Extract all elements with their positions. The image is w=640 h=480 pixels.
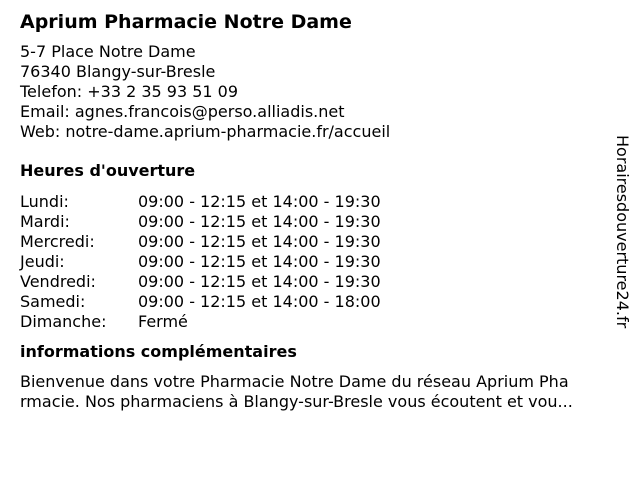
- hours-value: 09:00 - 12:15 et 14:00 - 19:30: [138, 232, 381, 251]
- address-city: 76340 Blangy-sur-Bresle: [20, 62, 216, 81]
- phone-line: Telefon: +33 2 35 93 51 09: [20, 82, 239, 101]
- hours-value: 09:00 - 12:15 et 14:00 - 19:30: [138, 212, 381, 231]
- hours-day: Mercredi:: [20, 232, 95, 251]
- hours-day: Mardi:: [20, 212, 70, 231]
- hours-value: 09:00 - 12:15 et 14:00 - 19:30: [138, 192, 381, 211]
- description-line-2: rmacie. Nos pharmaciens à Blangy-sur-Bresle vous écoutent et vou...: [20, 392, 573, 411]
- hours-row-monday: [20, 192, 632, 212]
- site-watermark: Horairesdouverture24.fr: [613, 135, 632, 329]
- hours-row-thursday: [20, 252, 632, 272]
- opening-hours-table: [20, 192, 632, 332]
- web-line: Web: notre-dame.aprium-pharmacie.fr/accueil: [20, 122, 391, 141]
- email-line: Email: agnes.francois@perso.alliadis.net: [20, 102, 345, 121]
- hours-value: Fermé: [138, 312, 188, 331]
- hours-row-wednesday: [20, 232, 632, 252]
- hours-day: Vendredi:: [20, 272, 96, 291]
- pharmacy-name: Aprium Pharmacie Notre Dame: [20, 11, 352, 33]
- hours-row-friday: [20, 272, 632, 292]
- hours-day: Dimanche:: [20, 312, 107, 331]
- hours-value: 09:00 - 12:15 et 14:00 - 19:30: [138, 252, 381, 271]
- address-street: 5-7 Place Notre Dame: [20, 42, 196, 61]
- hours-day: Samedi:: [20, 292, 86, 311]
- pharmacy-description: [20, 372, 625, 412]
- hours-value: 09:00 - 12:15 et 14:00 - 19:30: [138, 272, 381, 291]
- additional-info-heading: informations complémentaires: [20, 342, 297, 361]
- hours-row-sunday: [20, 312, 632, 332]
- hours-row-tuesday: [20, 212, 632, 232]
- description-line-1: Bienvenue dans votre Pharmacie Notre Dame du réseau Aprium Pha: [20, 372, 569, 391]
- hours-day: Jeudi:: [20, 252, 65, 271]
- hours-day: Lundi:: [20, 192, 69, 211]
- pharmacy-card: [20, 9, 632, 412]
- opening-hours-heading: Heures d'ouverture: [20, 161, 196, 180]
- hours-value: 09:00 - 12:15 et 14:00 - 18:00: [138, 292, 381, 311]
- hours-row-saturday: [20, 292, 632, 312]
